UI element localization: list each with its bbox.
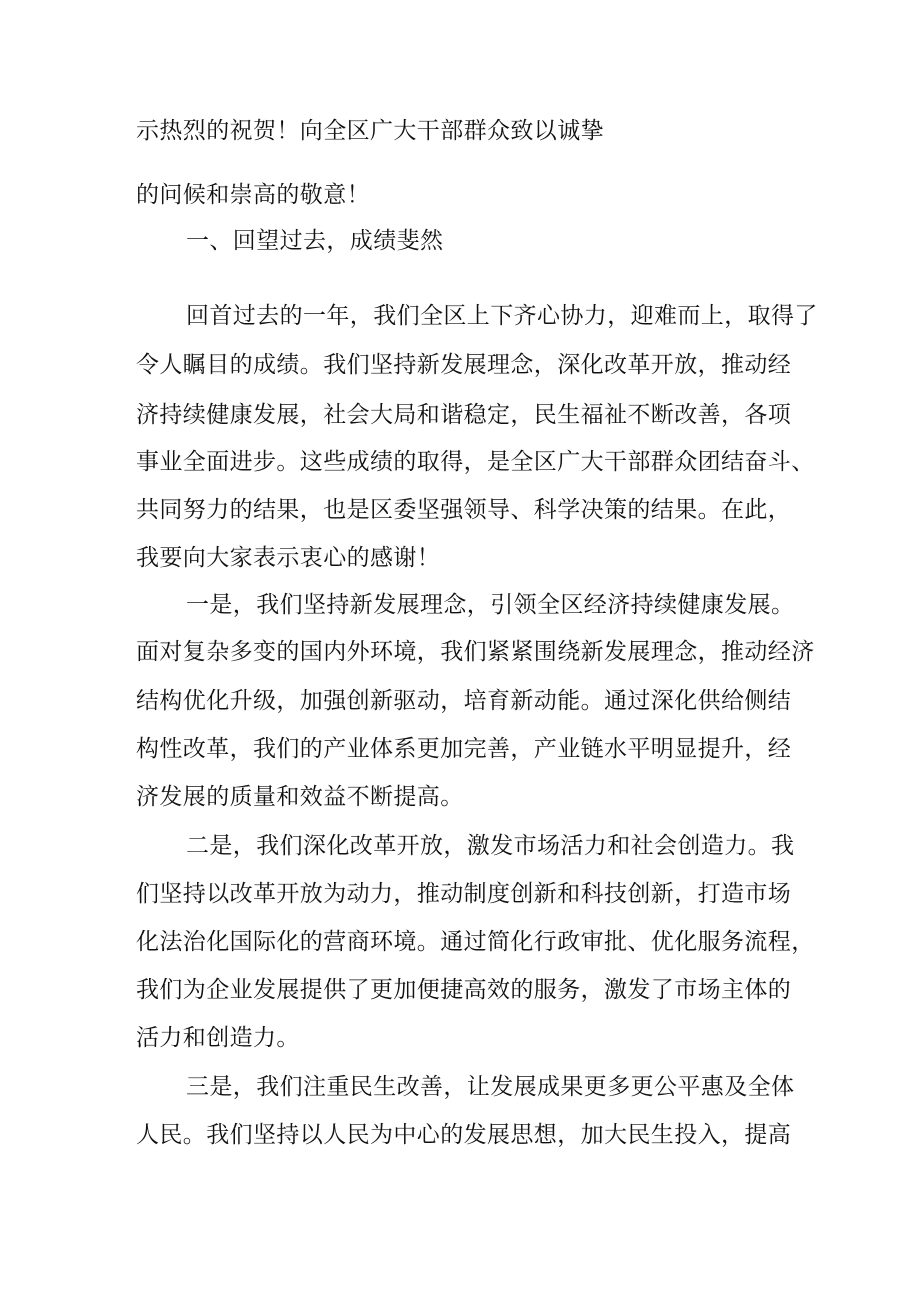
section-heading: 一、回望过去，成绩斐然 — [186, 228, 444, 254]
text-line: 示热烈的祝贺！向全区广大干部群众致以诚挚 — [136, 118, 604, 144]
paragraph-first-line: 二是，我们深化改革开放，激发市场活力和社会创造力。我 — [186, 833, 795, 859]
paragraph-first-line: 一是，我们坚持新发展理念，引领全区经济持续健康发展。 — [186, 592, 795, 618]
text-line: 共同努力的结果，也是区委坚强领导、科学决策的结果。在此， — [136, 497, 792, 523]
text-line: 我们为企业发展提供了更加便捷高效的服务，激发了市场主体的 — [136, 977, 792, 1003]
text-line: 事业全面进步。这些成绩的取得，是全区广大干部群众团结奋斗、 — [136, 449, 815, 475]
text-line: 构性改革，我们的产业体系更加完善，产业链水平明显提升，经 — [136, 736, 792, 762]
text-line: 济发展的质量和效益不断提高。 — [136, 784, 464, 810]
paragraph-first-line: 三是，我们注重民生改善，让发展成果更多更公平惠及全体 — [186, 1074, 795, 1100]
text-line: 面对复杂多变的国内外环境，我们紧紧围绕新发展理念，推动经济 — [136, 639, 815, 665]
paragraph-first-line: 回首过去的一年，我们全区上下齐心协力，迎难而上，取得了 — [186, 303, 818, 329]
text-line: 人民。我们坚持以人民为中心的发展思想，加大民生投入，提高 — [136, 1122, 792, 1148]
text-line: 令人瞩目的成绩。我们坚持新发展理念，深化改革开放，推动经 — [136, 352, 792, 378]
text-line: 们坚持以改革开放为动力，推动制度创新和科技创新，打造市场 — [136, 881, 792, 907]
text-line: 化法治化国际化的营商环境。通过简化行政审批、优化服务流程， — [136, 929, 815, 955]
text-line: 济持续健康发展，社会大局和谐稳定，民生福祉不断改善，各项 — [136, 402, 792, 428]
text-line: 我要向大家表示衷心的感谢！ — [136, 545, 441, 571]
text-line: 活力和创造力。 — [136, 1025, 300, 1051]
text-line: 结构优化升级，加强创新驱动，培育新动能。通过深化供给侧结 — [136, 688, 792, 714]
text-line: 的问候和崇高的敬意！ — [136, 182, 370, 208]
